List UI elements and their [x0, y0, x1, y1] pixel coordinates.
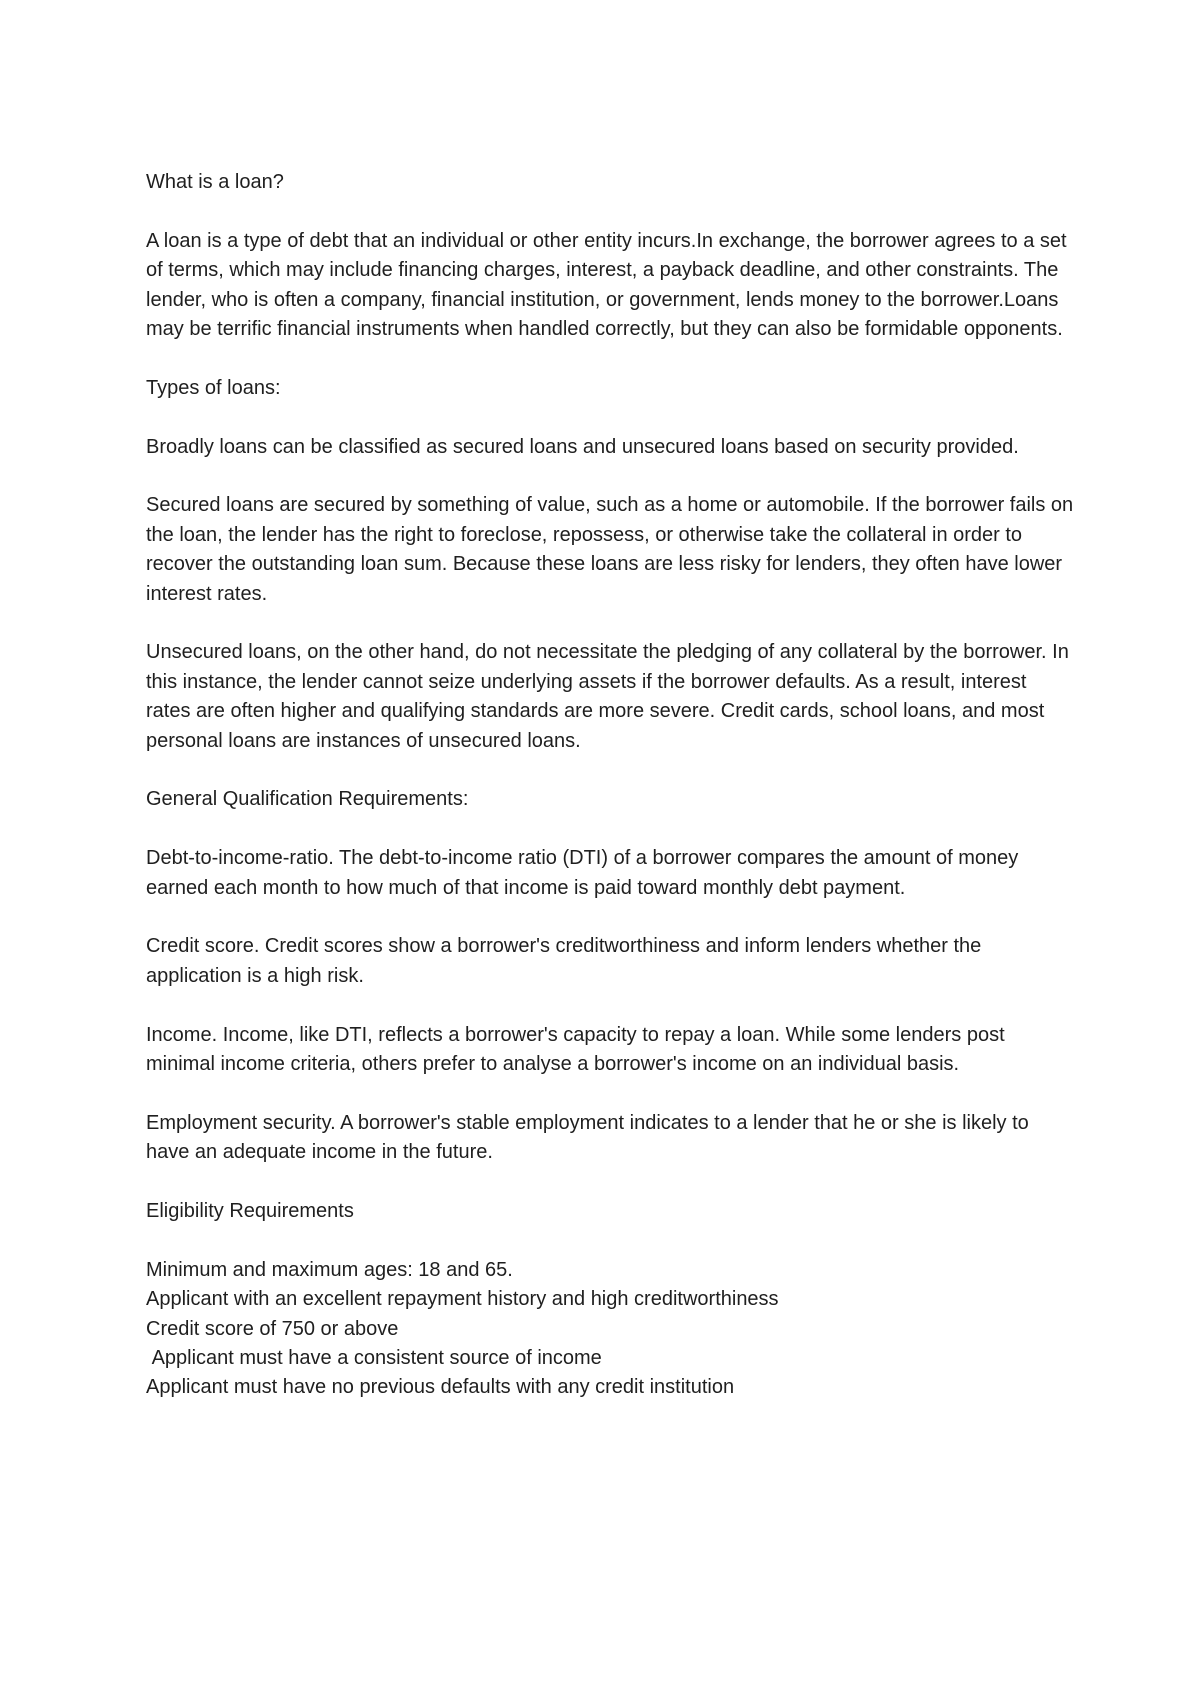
- question-what-is-a-loan: [146, 168, 1076, 197]
- paragraph-text: Unsecured loans, on the other hand, do not necessitate the pledging of any collateral by the borrower. In this instance, the lender cannot seize underlying assets if the borrower defaults. As a result, interest rates are often higher and qualifying standards are more severe. Credit cards, school loans, and most personal loans are instances of unsecured loans.: [146, 641, 1075, 752]
- paragraph-text: Credit score. Credit scores show a borrower's creditworthiness and inform lenders whether the application is a high risk.: [146, 935, 987, 987]
- paragraph-text: Eligibility Requirements: [146, 1200, 354, 1223]
- paragraph-text: Secured loans are secured by something of value, such as a home or automobile. If the borrower fails on the loan, the lender has the right to foreclose, repossess, or otherwise take the collateral in order to recover the outstanding loan sum. Because these loans are less risky for lenders, they often have lower interest rates.: [146, 494, 1079, 605]
- paragraph-text: Types of loans:: [146, 376, 281, 399]
- eligibility-item: Applicant with an excellent repayment history and high creditworthiness: [146, 1288, 779, 1311]
- paragraph-debt-to-income: [146, 844, 1076, 903]
- paragraph-text: What is a loan?: [146, 171, 284, 193]
- eligibility-item: Applicant must have no previous defaults with any credit institution: [146, 1376, 735, 1399]
- paragraph-income: [146, 1021, 1076, 1080]
- paragraph-text: Broadly loans can be classified as secured loans and unsecured loans based on security provided.: [146, 435, 1019, 458]
- document-page: [146, 168, 1079, 1403]
- paragraph-text: General Qualification Requirements:: [146, 788, 469, 811]
- paragraph-text: A loan is a type of debt that an individual or other entity incurs.In exchange, the borrower agrees to a set of terms, which may include financing charges, interest, a payback deadline, and other constraints. The lender, who is often a company, financial institution, or government, lends money to the borrower.Loans may be terrific financial instruments when handled correctly, but they can also be formidable opponents.: [146, 229, 1073, 341]
- heading-general-qualification: [146, 785, 1076, 814]
- paragraph-text: Debt-to-income-ratio. The debt-to-income ratio (DTI) of a borrower compares the amount of money earned each month to how much of that income is paid toward monthly debt payment.: [146, 847, 1024, 899]
- paragraph-text: Employment security. A borrower's stable employment indicates to a lender that he or she is likely to have an adequate income in the future.: [146, 1111, 1035, 1164]
- paragraph-text: Income. Income, like DTI, reflects a borrower's capacity to repay a loan. While some lenders post minimal income criteria, others prefer to analyse a borrower's income on an individual basis.: [146, 1023, 1011, 1076]
- paragraph-employment-security: [146, 1109, 1076, 1168]
- eligibility-item: Minimum and maximum ages: 18 and 65.: [146, 1258, 513, 1281]
- eligibility-item: Applicant must have a consistent source of income: [146, 1347, 602, 1370]
- heading-types-of-loans: [146, 374, 1076, 403]
- paragraph-unsecured-loans: [146, 638, 1076, 756]
- eligibility-item: Credit score of 750 or above: [146, 1317, 399, 1340]
- paragraph-secured-loans: [146, 491, 1079, 609]
- paragraph-loan-definition: [146, 227, 1076, 345]
- paragraph-broadly-classified: [146, 433, 1076, 462]
- heading-eligibility-requirements: [146, 1197, 1076, 1226]
- paragraph-credit-score: [146, 932, 1076, 991]
- eligibility-list: [146, 1256, 1076, 1403]
